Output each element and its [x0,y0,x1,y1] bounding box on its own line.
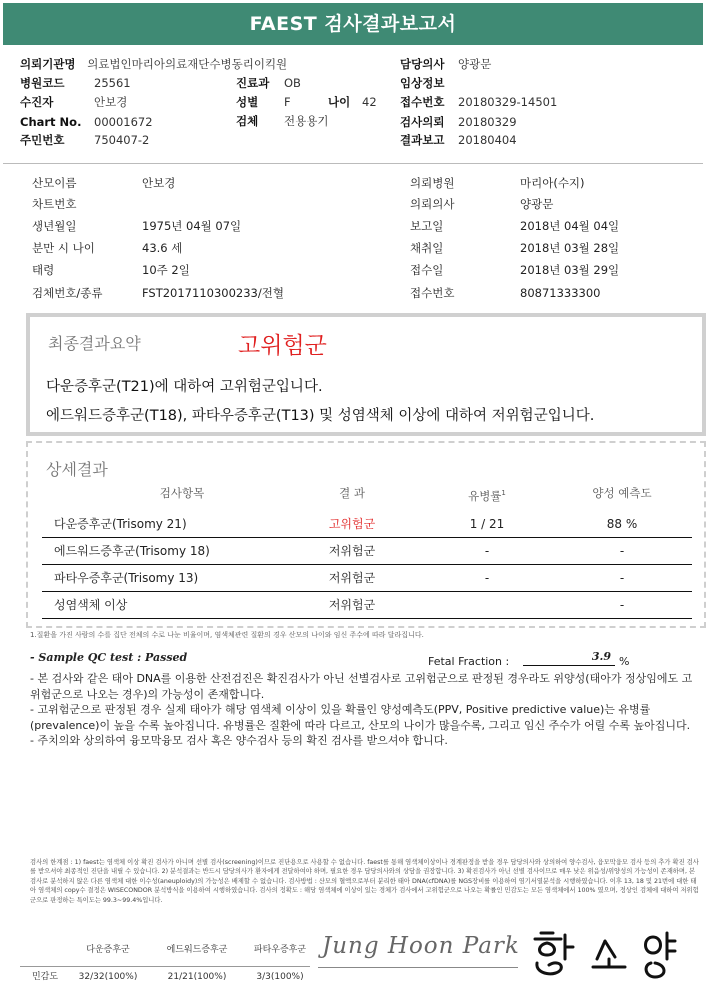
report-date-label: 보고일 [410,219,444,233]
ref-doctor-label: 의뢰의사 [410,197,455,211]
fetal-fraction-unit: % [619,655,630,668]
dept-value: OB [284,76,301,90]
fetal-fraction-label: Fetal Fraction : [428,655,510,668]
specimen-label: 검체 [236,114,259,128]
row-prevalence [437,592,537,619]
institution-value: 의료법인마리아의료재단수병동리이킥원 [87,57,288,71]
row-result: 저위험군 [328,598,376,612]
detail-result-box [26,441,706,628]
final-result: 고위험군 [238,333,327,359]
row-item: 파타우증후군(Trisomy 13) [54,571,199,585]
ga-label: 태령 [32,263,55,277]
prevalence-footnote: 1.질환을 가진 사람의 수를 집단 전체의 수로 나눈 비율이며, 염색체관련 질환의 경우 산모의 나이와 임신 주수에 따라 달라집니다. [30,631,424,639]
rrn-value: 750407-2 [94,133,150,147]
row-prevalence: - [484,544,490,558]
table-row [42,538,692,565]
col-item: 검사항목 [159,486,205,500]
sens-col: 에드워드증후군 [166,945,228,955]
age-label: 나이 [328,95,351,109]
mother-label: 산모이름 [32,176,77,190]
doctor-label: 담당의사 [400,57,445,71]
sens-value: 32/32(100%) [78,972,138,982]
patient-chart-label: 차트번호 [32,197,77,211]
signature-english: Jung Hoon Park [322,933,520,959]
collector-label: 수진자 [20,95,54,109]
sens-col: 파타우증후군 [253,945,307,955]
limitations-text: 검사의 한계점 : 1) faest는 염색체 이상 확진 검사가 아니며 선별 검사(screening)이므로 진단용으로 사용할 수 없습니다. faest를 통해 염색체이상이나 경계판정을 받을 경우 담당의사와 상의하여 양수검사, 융모막융모 검사 등의 추가 확진 검사를 받으셔야 최종적인 진단을 내릴 수 있습니다. 2) 분석결과는 반드시 담당의사가 환자에게 전달하여야 하며, 필요한 경우 담당의사와의 상담을 권장합니다. 3) 확진검사가 아닌 선별 검사이므로 매우 낮은 위음성/위양성의 가능성이 존재하며, 본 검사로 분석하지 않은 다른 염색체 대한 이수성(aneuploidy)의 가능성은 배제할 수 없습니다. 검사방법 : 산모의 혈액으로부터 분리한 태아 DNA(cfDNA)를 NGS장비를 이용하여 염기서열분석을 시행하였습니다. 이후 13, 18 및 21번에 대한 태아 염색체의 copy수 결정은 WISECONDOR 분석방식을 이용하여 시행하였습니다. 검사의 정확도 : 해당 염색체에 이상이 있는 경체가 검사에서 고위험군으로 나오는 확률인 민감도는 모든 염색체에서 100% 였으며, 정상인 검체에 대하여 저위험군으로 판정하는 특이도는 99.3~99.4%입니다. [30,859,699,904]
sens-col: 다운증후군 [86,945,130,955]
receive-date-label: 접수일 [410,263,444,277]
final-line-1: 다운증후군(T21)에 대하여 고위험군입니다. [46,379,323,395]
receipt-value: 20180329-14501 [458,95,558,109]
sex-label: 성별 [236,95,259,109]
final-line-2: 에드워드증후군(T18), 파타우증후군(T13) 및 성염색체 이상에 대하여 저위험군입니다. [46,408,595,424]
row-result: 저위험군 [328,544,376,558]
report-header: FAEST 검사결과보고서 [3,3,703,45]
receive-date-value: 2018년 03월 29일 [520,263,620,277]
table-row [42,511,692,538]
report-label: 결과보고 [400,133,445,147]
row-item: 에드워드증후군(Trisomy 18) [54,544,210,558]
receipt-no-label: 접수번호 [410,286,455,300]
row-ppv: - [619,571,625,585]
sens-row-label: 민감도 [31,972,59,982]
col-ppv: 양성 예측도 [592,486,652,500]
ga-value: 10주 2일 [142,263,190,277]
rrn-label: 주민번호 [20,133,65,147]
fetal-fraction-value: 3.9 [523,650,615,666]
dept-label: 진료과 [236,76,270,90]
doctor-value: 양광문 [458,57,492,71]
ref-doctor-value: 양광문 [520,197,554,211]
row-result: 고위험군 [328,517,376,531]
institution-label: 의뢰기관명 [20,57,76,71]
signature-korean [527,925,697,983]
chart-value: 00001672 [94,115,153,129]
signature-line [318,967,518,968]
final-result-box [26,313,706,436]
sex-value: F [284,95,291,109]
birth-value: 1975년 04월 07일 [142,219,242,233]
section-divider [3,163,703,164]
hospital-code-label: 병원코드 [20,76,65,90]
table-row [42,565,692,592]
mother-value: 안보경 [142,176,176,190]
sens-value: 3/3(100%) [256,972,304,982]
clinical-label: 임상정보 [400,76,445,90]
request-value: 20180329 [458,115,517,129]
receipt-label: 접수번호 [400,95,445,109]
specimen-value: 전용용기 [284,114,329,128]
footnote-mark: 1 [501,489,506,497]
row-item: 성염색체 이상 [54,598,128,612]
specimen-no-label: 검체번호/종류 [32,286,103,300]
final-title: 최종결과요약 [48,334,141,353]
note-item: - 주치의와 상의하여 융모막융모 검사 혹은 양수검사 등의 확진 검사를 받으셔야 합니다. [30,734,448,747]
collector-value: 안보경 [94,95,128,109]
note-item: - 본 검사와 같은 태아 DNA를 이용한 산전검진은 확진검사가 아닌 선별검사로 고위험군으로 판정된 경우라도 위양성(태아가 정상임에도 고위험군으로 나오는 경우)의 가능성이 존재합니다. [30,672,693,701]
row-ppv: - [619,598,625,612]
row-ppv: 88 % [606,517,638,531]
receipt-no-value: 80871333300 [520,286,601,300]
birth-label: 생년월일 [32,219,77,233]
row-ppv: - [619,544,625,558]
specimen-no-value: FST2017110300233/전혈 [142,286,284,300]
notes [30,671,696,749]
request-label: 검사의뢰 [400,115,445,129]
detail-title: 상세결과 [46,460,108,479]
col-prevalence: 유병률$^1$ [468,488,506,503]
delivery-age-label: 분만 시 나이 [32,241,95,255]
row-prevalence: - [484,571,490,585]
chart-label: Chart No. [20,115,82,129]
col-result: 결 과 [339,486,365,500]
delivery-age-value: 43.6 세 [142,241,183,255]
hospital-code-value: 25561 [94,76,131,90]
report-date-value: 2018년 04월 04일 [520,219,620,233]
row-item: 다운증후군(Trisomy 21) [54,517,187,531]
table-row [42,592,692,619]
hospital-label: 의뢰병원 [410,176,455,190]
age-value: 42 [362,95,377,109]
hospital-value: 마리아(수지) [520,176,585,190]
report-value: 20180404 [458,133,517,147]
collect-date-label: 채취일 [410,241,444,255]
sample-qc: - Sample QC test : Passed [30,651,188,664]
collect-date-value: 2018년 03월 28일 [520,241,620,255]
sens-value: 21/21(100%) [167,972,227,982]
note-item: - 고위험군으로 판정된 경우 실제 태아가 해당 염색체 이상이 있을 확률인 양성예측도(PPV, Positive predictive value)는 유병률(prevalence)이 높을 수록 높아집니다. 유병률은 질환에 따라 다르고, 산모의 나이가 많을수록, 그리고 임신 주수가 어릴 수록 높아집니다. [30,703,691,732]
row-prevalence: 1 / 21 [469,517,505,531]
row-result: 저위험군 [328,571,376,585]
sens-row [20,966,310,986]
